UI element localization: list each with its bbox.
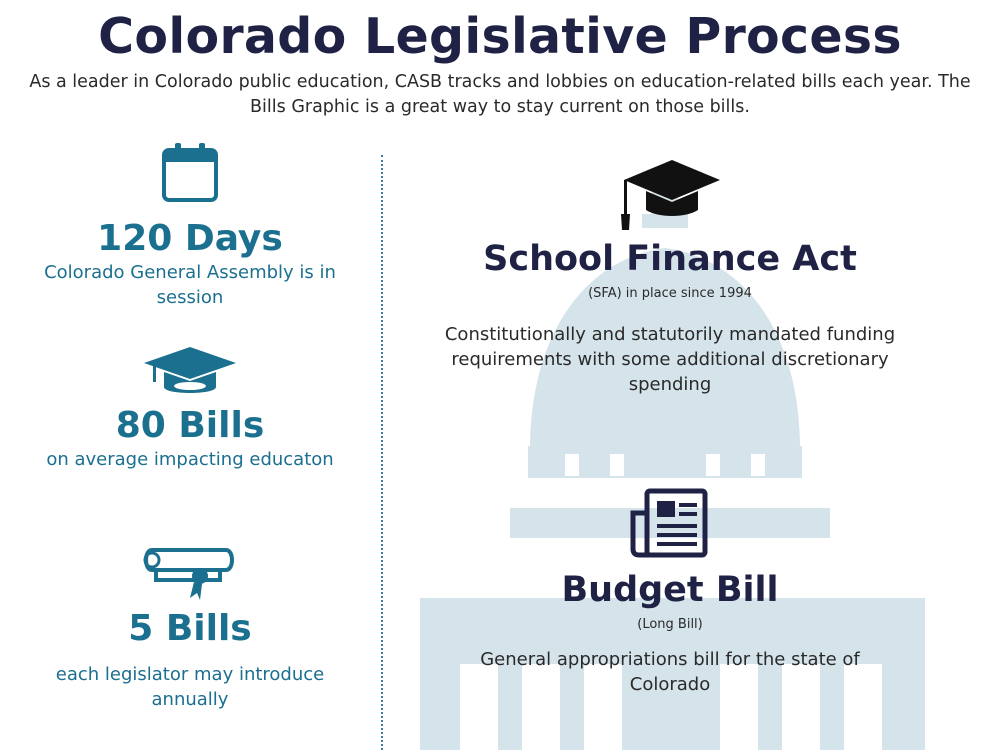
section-body: General appropriations bill for the state of Colorado [480, 649, 860, 695]
section-title: School Finance Act [483, 239, 857, 279]
page-subtitle: As a leader in Colorado public education, CASB tracks and lobbies on education-related bills each year. The Bills Graphic is a great way to stay current on those bills. [29, 72, 971, 117]
stat-value: 80 Bills [115, 405, 265, 446]
stat-session-days [40, 140, 340, 310]
section-budget-bill [440, 487, 900, 697]
stat-value: 120 Days [97, 218, 283, 259]
graduation-cap-icon [618, 158, 722, 234]
stat-bills-per-legislator [40, 540, 340, 712]
stat-description: each legislator may introduce annually [55, 664, 325, 710]
document-icon [629, 487, 711, 561]
stat-description: Colorado General Assembly is in session [44, 262, 336, 308]
diploma-scroll-icon [140, 540, 240, 602]
stat-description: on average impacting educaton [46, 449, 334, 470]
stat-value: 5 Bills [128, 608, 252, 649]
calendar-icon [160, 140, 220, 204]
column-divider [381, 155, 383, 750]
section-note: (Long Bill) [637, 617, 703, 632]
section-note: (SFA) in place since 1994 [588, 286, 752, 301]
section-title: Budget Bill [561, 570, 779, 610]
section-body: Constitutionally and statutorily mandated funding requirements with some additional discretionary spending [444, 324, 896, 395]
graduation-cap-icon [142, 345, 238, 397]
stat-average-bills [40, 345, 340, 472]
section-school-finance-act [440, 158, 900, 397]
page-title: Colorado Legislative Process [98, 8, 902, 65]
